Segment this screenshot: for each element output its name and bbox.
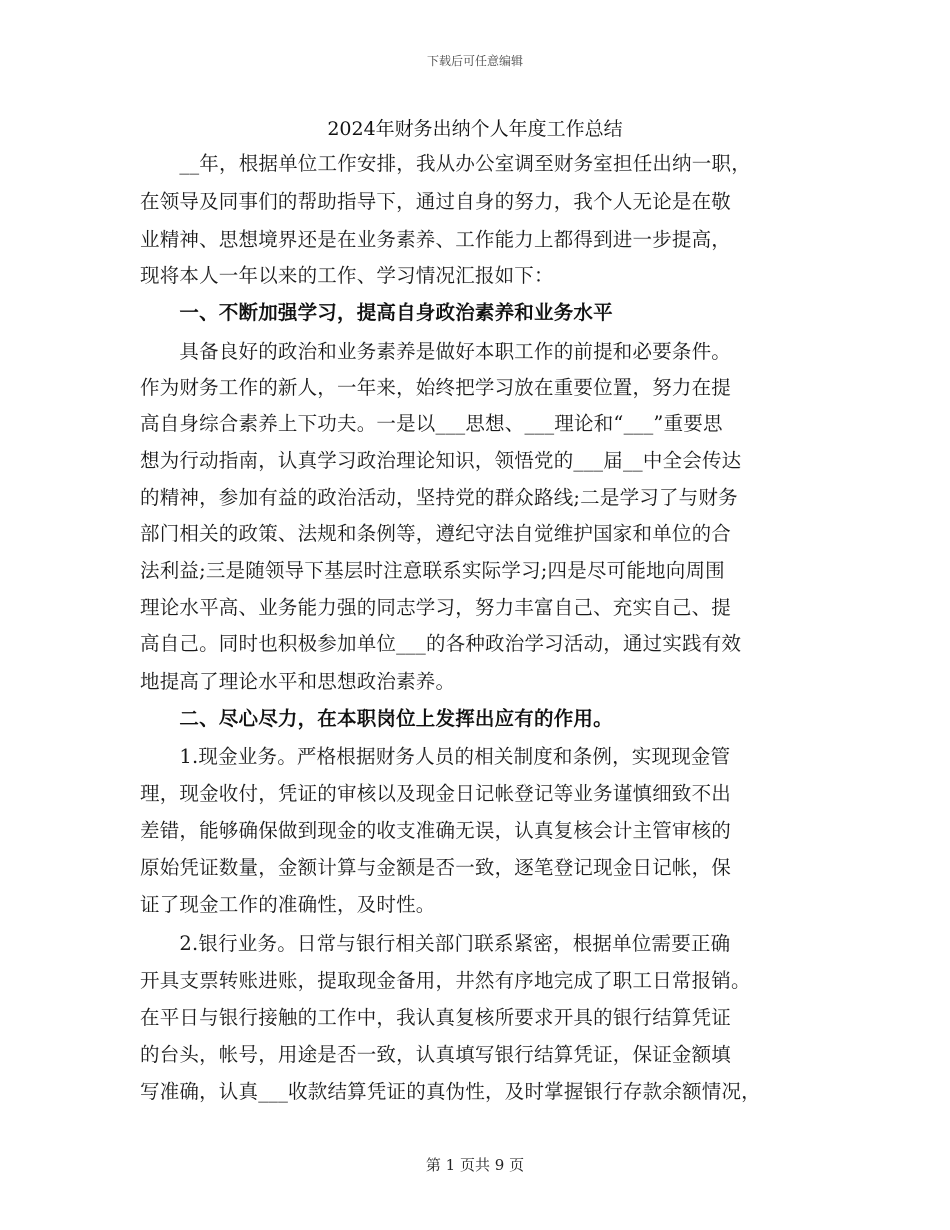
body-line: 开具支票转账进账，提取现金备用，井然有序地完成了职工日常报销。 [140,969,751,992]
document-title: 2024年财务出纳个人年度工作总结 [327,118,623,140]
body-line: 理，现金收付，凭证的审核以及现金日记帐登记等业务谨慎细致不出 [140,782,732,805]
section-heading-1: 一、不断加强学习，提高自身政治素养和业务水平 [140,301,613,324]
body-line: 法利益;三是随领导下基层时注意联系实际学习;四是尽可能地向周围 [140,559,725,582]
body-line: 的台头，帐号，用途是否一致，认真填写银行结算凭证，保证金额填 [140,1043,732,1066]
body-line: 证了现金工作的准确性，及时性。 [140,893,436,916]
body-line: 写准确，认真___收款结算凭证的真伪性，及时掌握银行存款余额情况， [140,1080,761,1103]
page-footer: 第 1 页共 9 页 [425,1156,525,1174]
body-line: 原始凭证数量，金额计算与金额是否一致，逐笔登记现金日记帐，保 [140,856,732,879]
body-line: 作为财务工作的新人，一年来，始终把学习放在重要位置，努力在提 [140,376,732,399]
body-line: 在领导及同事们的帮助指导下，通过自身的努力，我个人无论是在敬 [140,190,732,213]
body-line: 2.银行业务。日常与银行相关部门联系紧密，根据单位需要正确 [140,932,731,955]
body-line: 部门相关的政策、法规和条例等，遵纪守法自觉维护国家和单位的合 [140,522,732,545]
body-line: 理论水平高、业务能力强的同志学习，努力丰富自己、充实自己、提 [140,596,732,619]
page-header: 下载后可任意编辑 [426,54,523,68]
body-line: 现将本人一年以来的工作、学习情况汇报如下： [140,264,554,287]
body-line: 业精神、思想境界还是在业务素养、工作能力上都得到进一步提高， [140,228,732,251]
body-line: __年，根据单位工作安排，我从办公室调至财务室担任出纳一职， [140,152,751,175]
body-line: 的精神，参加有益的政治活动，坚持党的群众路线;二是学习了与财务 [140,486,738,509]
body-line: 在平日与银行接触的工作中，我认真复核所要求开具的银行结算凭证 [140,1006,732,1029]
body-line: 高自己。同时也积极参加单位___的各种政治学习活动，通过实践有效 [140,632,742,655]
body-line: 想为行动指南，认真学习政治理论知识，领悟党的___届__中全会传达 [140,449,742,472]
body-line: 1.现金业务。严格根据财务人员的相关制度和条例，实现现金管 [140,745,731,768]
section-heading-2: 二、尽心尽力，在本职岗位上发挥出应有的作用。 [140,707,613,730]
body-line: 差错，能够确保做到现金的收支准确无误，认真复核会计主管审核的 [140,819,732,842]
body-line: 高自身综合素养上下功夫。一是以___思想、___理论和“___”重要思 [140,412,723,435]
body-line: 地提高了理论水平和思想政治素养。 [140,670,456,693]
body-line: 具备良好的政治和业务素养是做好本职工作的前提和必要条件。 [140,340,732,363]
